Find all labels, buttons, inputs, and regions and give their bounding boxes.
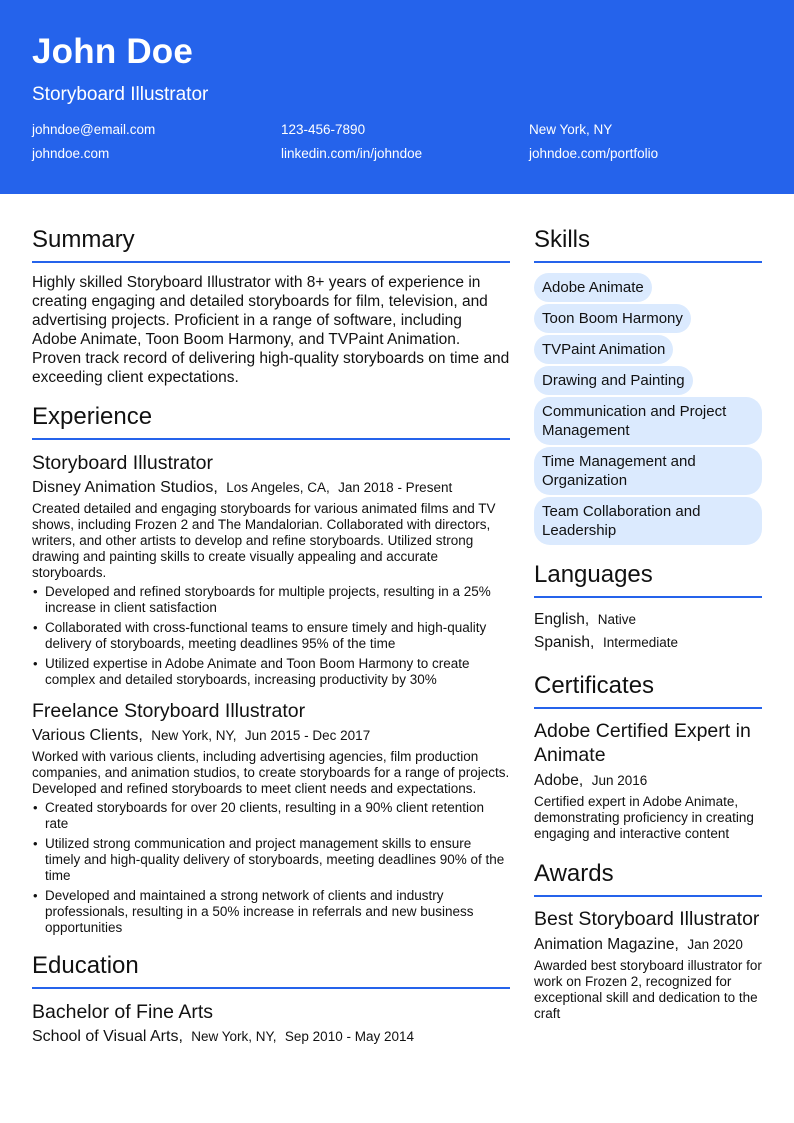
skills-heading: Skills — [534, 224, 762, 263]
language-row — [534, 608, 762, 631]
job-description: Worked with various clients, including advertising agencies, film production companies, and animation studios, to create storyboards for a range of projects. Developed and refined storyboards to meet client needs and expectations. — [32, 749, 510, 796]
languages-section — [534, 559, 762, 654]
bullet-icon: • — [33, 620, 38, 635]
job-bullets — [32, 800, 510, 936]
certificate-description: Certified expert in Adobe Animate, demonstrating proficiency in creating engaging and interactive content — [534, 794, 754, 841]
bullet-text: Utilized expertise in Adobe Animate and Toon Boom Harmony to create complex and detailed storyboards, increasing productivity by 30% — [45, 656, 470, 687]
bullet-icon: • — [33, 836, 38, 851]
languages-heading: Languages — [534, 559, 762, 598]
bullet-item — [32, 836, 510, 884]
job-bullets — [32, 584, 510, 688]
job-description: Created detailed and engaging storyboards for various animated films and TV shows, including Frozen 2 and The Mandalorian. Collaborated with directors, writers, and other artists to develop and refine storyboards. Utilized strong drawing and painting skills to create visually appealing and accurate storyboards. — [32, 501, 496, 580]
bullet-item — [32, 656, 510, 688]
school-dates: Sep 2010 - May 2014 — [284, 1029, 414, 1044]
job-title: Storyboard Illustrator — [32, 452, 213, 474]
award-issuer: Animation Magazine, — [534, 936, 679, 953]
language-level: Intermediate — [602, 635, 678, 650]
bullet-item — [32, 888, 510, 936]
job-entry — [32, 450, 510, 688]
job-company: Disney Animation Studios, — [32, 479, 218, 496]
summary-text: Highly skilled Storyboard Illustrator with 8+ years of experience in creating engaging and detailed storyboards for film, television, and advertising projects. Proficient in a range of software, including Adobe Animate, Toon Boom Harmony, and TVPaint Animation. Proven track record of delivering high-quality storyboards on time and exceeding client expectations. — [32, 274, 510, 386]
skill-pill: Time Management and Organization — [534, 447, 762, 495]
bullet-item — [32, 620, 510, 652]
award-date: Jan 2020 — [687, 937, 743, 952]
language-row — [534, 631, 762, 654]
side-column — [534, 224, 762, 1022]
linkedin-link[interactable]: linkedin.com/in/johndoe — [281, 146, 423, 161]
bullet-text: Collaborated with cross-functional teams to ensure timely and high-quality delivery of storyboards, meeting deadlines 95% of the time — [45, 620, 487, 651]
experience-heading: Experience — [32, 401, 510, 440]
education-meta — [32, 1027, 510, 1046]
language-level: Native — [597, 612, 637, 627]
bullet-item — [32, 800, 510, 832]
bullet-text: Utilized strong communication and project management skills to ensure timely and high-quality delivery of storyboards, meeting deadlines 90% of the time — [45, 836, 505, 883]
job-company: Various Clients, — [32, 727, 143, 744]
summary-heading: Summary — [32, 224, 510, 263]
website-link[interactable]: johndoe.com — [32, 146, 110, 161]
skill-pill: Communication and Project Management — [534, 397, 762, 445]
awards-section — [534, 858, 762, 1022]
school-name: School of Visual Arts, — [32, 1028, 183, 1045]
job-dates: Jan 2018 - Present — [338, 480, 453, 495]
bullet-text: Developed and maintained a strong network of clients and industry professionals, resulting in a 50% increase in referrals and new business opportunities — [45, 888, 474, 935]
candidate-name: John Doe — [32, 32, 194, 71]
language-name: Spanish, — [534, 634, 595, 651]
certificate-issuer: Adobe, — [534, 772, 584, 789]
experience-section — [32, 401, 510, 936]
education-section — [32, 950, 510, 1046]
summary-section — [32, 224, 510, 387]
job-meta — [32, 726, 510, 745]
certificate-name: Adobe Certified Expert in Animate — [534, 720, 751, 766]
job-meta — [32, 478, 510, 497]
bullet-item — [32, 584, 510, 616]
language-name: English, — [534, 611, 590, 628]
skill-pill: Toon Boom Harmony — [534, 304, 691, 333]
skill-pill: TVPaint Animation — [534, 335, 673, 364]
job-location: Los Angeles, CA, — [226, 480, 330, 495]
job-title: Freelance Storyboard Illustrator — [32, 700, 306, 722]
certificates-section — [534, 670, 762, 842]
bullet-icon: • — [33, 888, 38, 903]
resume-header — [0, 0, 794, 194]
award-description: Awarded best storyboard illustrator for work on Frozen 2, recognized for exceptional skill and dedication to the craft — [534, 958, 762, 1021]
degree-title: Bachelor of Fine Arts — [32, 1001, 214, 1023]
email-link[interactable]: johndoe@email.com — [32, 122, 156, 137]
bullet-icon: • — [33, 584, 38, 599]
job-entry — [32, 698, 510, 936]
award-meta — [534, 935, 762, 955]
school-location: New York, NY, — [191, 1029, 277, 1044]
bullet-icon: • — [33, 800, 38, 815]
location-text: New York, NY — [529, 122, 613, 137]
job-location: New York, NY, — [151, 728, 237, 743]
portfolio-link[interactable]: johndoe.com/portfolio — [529, 146, 659, 161]
main-column — [32, 224, 510, 1050]
bullet-text: Created storyboards for over 20 clients, resulting in a 90% client retention rate — [45, 800, 484, 831]
certificate-date: Jun 2016 — [591, 773, 648, 788]
job-dates: Jun 2015 - Dec 2017 — [244, 728, 371, 743]
awards-heading: Awards — [534, 858, 762, 897]
bullet-icon: • — [33, 656, 38, 671]
skill-pill: Adobe Animate — [534, 273, 652, 302]
award-name: Best Storyboard Illustrator — [534, 908, 760, 930]
certificates-heading: Certificates — [534, 670, 762, 709]
phone-text: 123-456-7890 — [281, 122, 366, 137]
skill-pill: Drawing and Painting — [534, 366, 693, 395]
skills-section — [534, 224, 762, 545]
bullet-text: Developed and refined storyboards for multiple projects, resulting in a 25% increase in client satisfaction — [45, 584, 491, 615]
skill-pill: Team Collaboration and Leadership — [534, 497, 762, 545]
skills-list — [534, 273, 762, 545]
candidate-title: Storyboard Illustrator — [32, 84, 209, 105]
certificate-meta — [534, 771, 762, 791]
education-heading: Education — [32, 950, 510, 989]
